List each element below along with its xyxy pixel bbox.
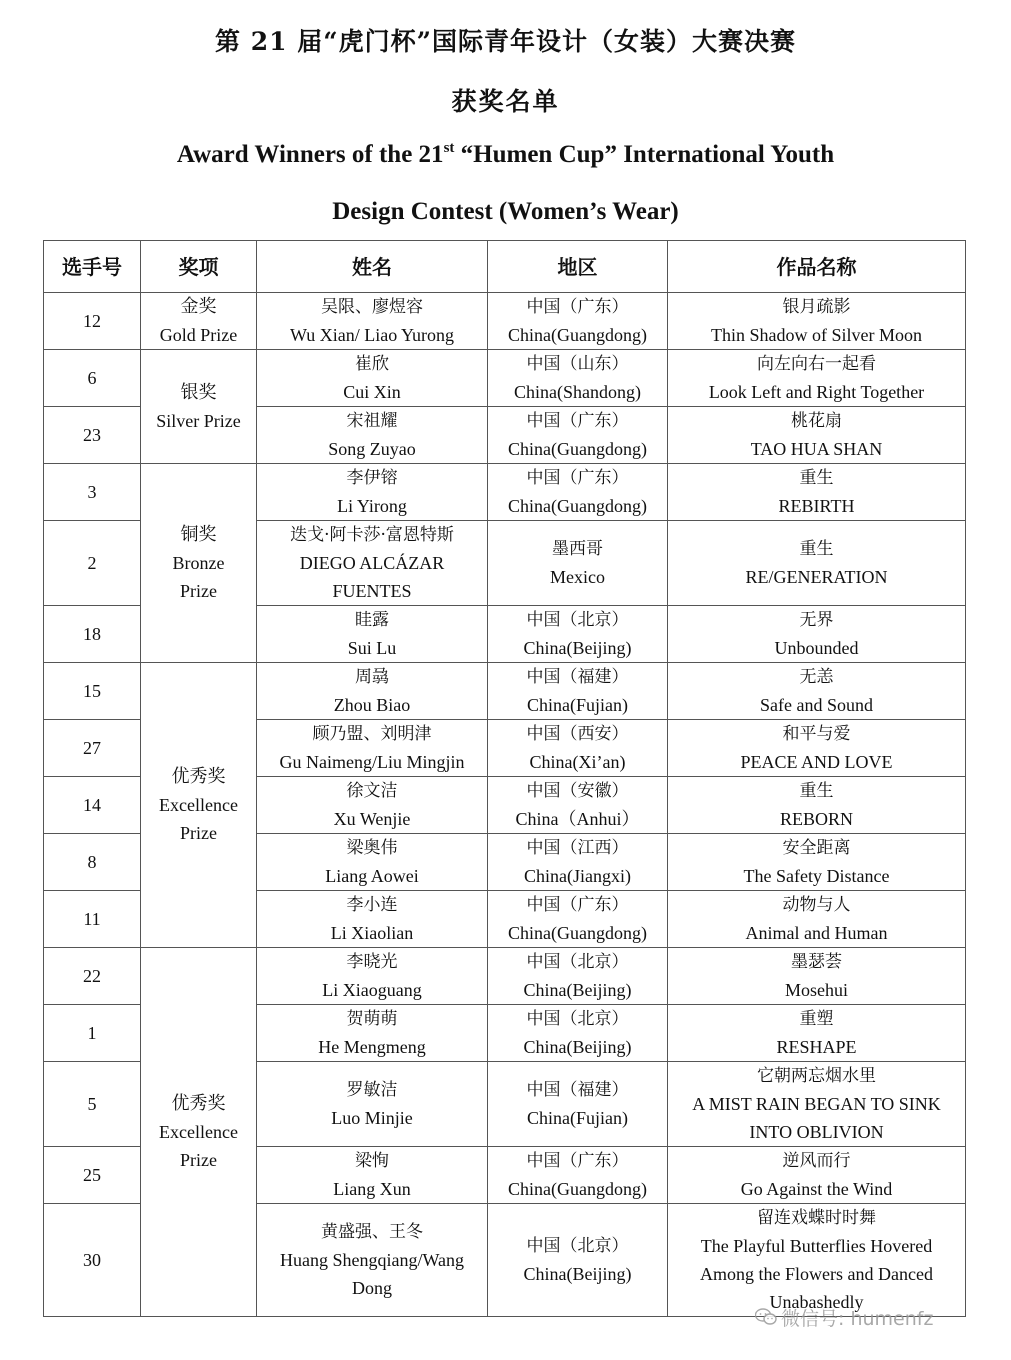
prize-en: Silver Prize xyxy=(156,410,241,431)
work-title-en: RE/GENERATION xyxy=(745,567,888,587)
name-zh: 罗敏洁 xyxy=(346,1080,398,1100)
watermark xyxy=(755,1302,995,1332)
region-en: China(Shandong) xyxy=(514,382,641,402)
name-zh: 迭戈·阿卡莎·富恩特斯 xyxy=(290,525,454,545)
work-title-en: A MIST RAIN BEGAN TO SINK xyxy=(692,1094,941,1114)
name-en: Liang Xun xyxy=(333,1179,411,1199)
work-title-cell xyxy=(668,777,966,834)
header-region: 地区 xyxy=(488,241,668,293)
region-cell xyxy=(488,1204,668,1317)
name-en: Li Xiaoguang xyxy=(322,980,422,1000)
region-zh: 中国（福建） xyxy=(526,667,629,687)
work-title-en: The Safety Distance xyxy=(743,866,890,886)
name-cell xyxy=(257,293,488,350)
work-title-en: Unbounded xyxy=(774,638,859,658)
name-cell xyxy=(257,891,488,948)
region-zh: 中国（福建） xyxy=(526,1080,629,1100)
name-zh: 李伊镕 xyxy=(346,468,398,488)
region-cell xyxy=(488,663,668,720)
region-en: China(Guangdong) xyxy=(508,325,647,345)
region-zh: 中国（西安） xyxy=(526,724,629,744)
name-zh: 顾乃盟、刘明津 xyxy=(312,724,432,744)
name-en: Li Xiaolian xyxy=(330,923,414,943)
table-row xyxy=(44,464,966,521)
prize-en: Prize xyxy=(180,1150,217,1170)
table-row xyxy=(44,350,966,407)
prize-en: Prize xyxy=(180,823,217,843)
work-title-cell xyxy=(668,350,966,407)
region-zh: 中国（北京） xyxy=(526,952,629,972)
work-title-cell xyxy=(668,720,966,777)
name-en: Wu Xian/ Liao Yurong xyxy=(289,325,455,345)
prize-zh: 金奖 xyxy=(180,296,217,317)
region-cell xyxy=(488,891,668,948)
title-zh: 第 21 届“虎门杯”国际青年设计（女装）大赛决赛 xyxy=(215,27,796,56)
region-cell xyxy=(488,720,668,777)
work-title-zh: 无界 xyxy=(799,610,834,630)
player-no-cell: 27 xyxy=(44,720,141,777)
title-en xyxy=(0,140,1011,169)
region-zh: 中国（北京） xyxy=(526,1236,629,1256)
work-title-cell xyxy=(668,464,966,521)
title-en-sup: st xyxy=(443,140,455,156)
work-title-en: PEACE AND LOVE xyxy=(740,752,893,772)
player-no-cell: 30 xyxy=(44,1204,141,1317)
prize-en: Gold Prize xyxy=(159,325,238,345)
work-title-zh: 它朝两忘烟水里 xyxy=(757,1066,876,1086)
player-no-cell: 3 xyxy=(44,464,141,521)
player-no-cell: 14 xyxy=(44,777,141,834)
region-cell xyxy=(488,1147,668,1204)
region-zh: 中国（安徽） xyxy=(526,781,629,801)
work-title-cell xyxy=(668,293,966,350)
name-zh: 李小连 xyxy=(346,895,398,915)
name-en: Liang Aowei xyxy=(325,866,419,886)
name-cell xyxy=(257,948,488,1005)
title-en-line2: Design Contest (Women’s Wear) xyxy=(332,198,679,225)
work-title-cell xyxy=(668,407,966,464)
name-zh: 吴限、廖煜容 xyxy=(321,297,423,317)
prize-en: Excellence xyxy=(159,1122,238,1142)
prize-cell xyxy=(141,464,257,663)
name-zh: 梁恂 xyxy=(355,1151,389,1171)
region-en: China(Fujian) xyxy=(527,695,628,715)
name-zh: 徐文洁 xyxy=(346,781,398,801)
prize-cell xyxy=(141,663,257,948)
region-en: China(Guangdong) xyxy=(508,923,647,943)
table-row xyxy=(44,948,966,1005)
player-no-cell: 22 xyxy=(44,948,141,1005)
name-en: Song Zuyao xyxy=(328,439,416,459)
region-en: China(Xi’an) xyxy=(529,752,626,772)
prize-zh: 优秀奖 xyxy=(171,1093,226,1114)
work-title-en: Thin Shadow of Silver Moon xyxy=(711,325,922,345)
region-zh: 中国（广东） xyxy=(526,895,629,915)
region-en: China(Beijing) xyxy=(523,1264,632,1284)
region-en: China(Guangdong) xyxy=(508,496,647,516)
work-title-zh: 逆风而行 xyxy=(782,1151,851,1171)
player-no-cell: 5 xyxy=(44,1062,141,1147)
name-cell xyxy=(257,1204,488,1317)
table-header-row xyxy=(44,241,966,293)
work-title-zh: 动物与人 xyxy=(782,895,851,915)
table-row xyxy=(44,663,966,720)
player-no-cell: 23 xyxy=(44,407,141,464)
work-title-en: Look Left and Right Together xyxy=(708,382,925,402)
award-table xyxy=(43,240,966,1317)
region-cell xyxy=(488,350,668,407)
region-cell xyxy=(488,293,668,350)
region-zh: 中国（北京） xyxy=(526,1009,629,1029)
name-cell xyxy=(257,1062,488,1147)
table-row xyxy=(44,293,966,350)
name-en: DIEGO ALCÁZAR xyxy=(299,553,445,573)
name-cell xyxy=(257,834,488,891)
work-title-cell xyxy=(668,1147,966,1204)
region-zh: 中国（广东） xyxy=(526,1151,629,1171)
name-en: Gu Naimeng/Liu Mingjin xyxy=(279,752,465,772)
prize-cell xyxy=(141,293,257,350)
work-title-zh: 留连戏蝶时时舞 xyxy=(757,1208,876,1228)
work-title-en: RESHAPE xyxy=(776,1037,857,1057)
title-en-suffix: “Humen Cup” International Youth xyxy=(454,141,835,168)
work-title-cell xyxy=(668,521,966,606)
header-player-no: 选手号 xyxy=(44,241,141,293)
work-title-zh: 重生 xyxy=(799,468,834,488)
player-no-cell: 11 xyxy=(44,891,141,948)
header-prize: 奖项 xyxy=(141,241,257,293)
region-en: China(Guangdong) xyxy=(508,1179,647,1199)
region-zh: 墨西哥 xyxy=(552,539,603,559)
player-no-cell: 15 xyxy=(44,663,141,720)
work-title-zh: 墨瑟荟 xyxy=(791,952,842,972)
region-en: China(Beijing) xyxy=(523,638,632,658)
prize-zh: 优秀奖 xyxy=(171,766,226,787)
region-zh: 中国（广东） xyxy=(526,297,629,317)
name-en: Li Yirong xyxy=(337,496,407,516)
work-title-en: Safe and Sound xyxy=(760,695,873,715)
name-cell xyxy=(257,464,488,521)
name-cell xyxy=(257,1005,488,1062)
name-zh: 周骉 xyxy=(355,667,389,687)
name-en: FUENTES xyxy=(332,581,412,601)
region-cell xyxy=(488,1062,668,1147)
player-no-cell: 6 xyxy=(44,350,141,407)
prize-en: Bronze xyxy=(172,553,225,573)
name-zh: 李晓光 xyxy=(346,952,398,972)
region-en: China（Anhui） xyxy=(515,809,640,829)
region-cell xyxy=(488,606,668,663)
work-title-en: The Playful Butterflies Hovered xyxy=(700,1236,933,1256)
work-title-en: Among the Flowers and Danced xyxy=(700,1264,933,1284)
work-title-zh: 银月疏影 xyxy=(782,297,851,317)
region-cell xyxy=(488,464,668,521)
name-en: He Mengmeng xyxy=(318,1037,426,1057)
name-cell xyxy=(257,720,488,777)
table-body xyxy=(44,293,966,1317)
region-zh: 中国（山东） xyxy=(526,354,629,374)
player-no-cell: 1 xyxy=(44,1005,141,1062)
work-title-cell xyxy=(668,948,966,1005)
name-en: Zhou Biao xyxy=(333,695,411,715)
work-title-cell xyxy=(668,834,966,891)
region-zh: 中国（广东） xyxy=(526,468,629,488)
work-title-zh: 重生 xyxy=(799,781,834,801)
work-title-zh: 和平与爱 xyxy=(782,724,851,744)
work-title-en: INTO OBLIVION xyxy=(749,1122,884,1142)
region-cell xyxy=(488,777,668,834)
region-zh: 中国（北京） xyxy=(526,610,629,630)
prize-zh: 银奖 xyxy=(180,381,217,403)
name-zh: 梁奥伟 xyxy=(346,838,398,858)
name-cell xyxy=(257,663,488,720)
player-no-cell: 18 xyxy=(44,606,141,663)
region-en: China(Beijing) xyxy=(523,1037,632,1057)
title-en-prefix: Award Winners of the 21 xyxy=(176,141,444,168)
header-name: 姓名 xyxy=(257,241,488,293)
player-no-cell: 25 xyxy=(44,1147,141,1204)
name-en: Sui Lu xyxy=(347,638,397,658)
name-zh: 眭露 xyxy=(355,610,389,630)
region-cell xyxy=(488,948,668,1005)
name-cell xyxy=(257,350,488,407)
watermark-text: 微信号: humenfz xyxy=(781,1307,934,1330)
region-cell xyxy=(488,407,668,464)
subtitle-zh: 获奖名单 xyxy=(451,87,560,116)
prize-en: Prize xyxy=(180,581,217,601)
work-title-en: TAO HUA SHAN xyxy=(750,439,883,459)
name-zh: 黄盛强、王冬 xyxy=(321,1222,423,1242)
work-title-cell xyxy=(668,663,966,720)
name-en: Huang Shengqiang/Wang xyxy=(279,1250,465,1270)
name-cell xyxy=(257,407,488,464)
prize-en: Excellence xyxy=(159,795,238,815)
work-title-en: Unabashedly xyxy=(769,1292,864,1312)
region-cell xyxy=(488,834,668,891)
wechat-icon xyxy=(755,1308,777,1326)
name-en: Cui Xin xyxy=(343,382,401,402)
name-cell xyxy=(257,1147,488,1204)
header-work-title: 作品名称 xyxy=(668,241,966,293)
prize-zh: 铜奖 xyxy=(180,524,217,545)
work-title-en: Go Against the Wind xyxy=(740,1179,893,1199)
name-cell xyxy=(257,777,488,834)
region-en: Mexico xyxy=(550,567,605,587)
work-title-cell xyxy=(668,606,966,663)
work-title-cell xyxy=(668,1062,966,1147)
region-cell xyxy=(488,521,668,606)
work-title-en: REBORN xyxy=(779,809,853,829)
name-en: Luo Minjie xyxy=(331,1108,413,1128)
work-title-zh: 重塑 xyxy=(799,1009,834,1029)
player-no-cell: 2 xyxy=(44,521,141,606)
region-en: China(Fujian) xyxy=(527,1108,628,1128)
name-cell xyxy=(257,521,488,606)
name-zh: 贺萌萌 xyxy=(346,1009,398,1029)
region-en: China(Guangdong) xyxy=(508,439,647,459)
work-title-cell xyxy=(668,1204,966,1317)
region-zh: 中国（广东） xyxy=(526,411,629,431)
work-title-cell xyxy=(668,1005,966,1062)
player-no-cell: 8 xyxy=(44,834,141,891)
region-zh: 中国（江西） xyxy=(526,838,629,858)
name-en: Xu Wenjie xyxy=(333,809,411,829)
work-title-en: Animal and Human xyxy=(745,923,888,943)
player-no-cell: 12 xyxy=(44,293,141,350)
work-title-en: REBIRTH xyxy=(778,496,855,516)
work-title-zh: 桃花扇 xyxy=(791,411,842,431)
work-title-zh: 无恙 xyxy=(799,667,834,687)
region-en: China(Beijing) xyxy=(523,980,632,1000)
name-cell xyxy=(257,606,488,663)
prize-cell xyxy=(141,948,257,1317)
work-title-zh: 重生 xyxy=(799,539,834,559)
region-cell xyxy=(488,1005,668,1062)
work-title-en: Mosehui xyxy=(785,980,848,1000)
work-title-cell xyxy=(668,891,966,948)
work-title-zh: 安全距离 xyxy=(782,838,851,858)
name-en: Dong xyxy=(352,1278,392,1298)
name-zh: 宋祖耀 xyxy=(346,411,398,431)
region-en: China(Jiangxi) xyxy=(524,866,631,886)
work-title-zh: 向左向右一起看 xyxy=(757,354,876,374)
name-zh: 崔欣 xyxy=(355,354,389,374)
prize-cell xyxy=(141,350,257,464)
